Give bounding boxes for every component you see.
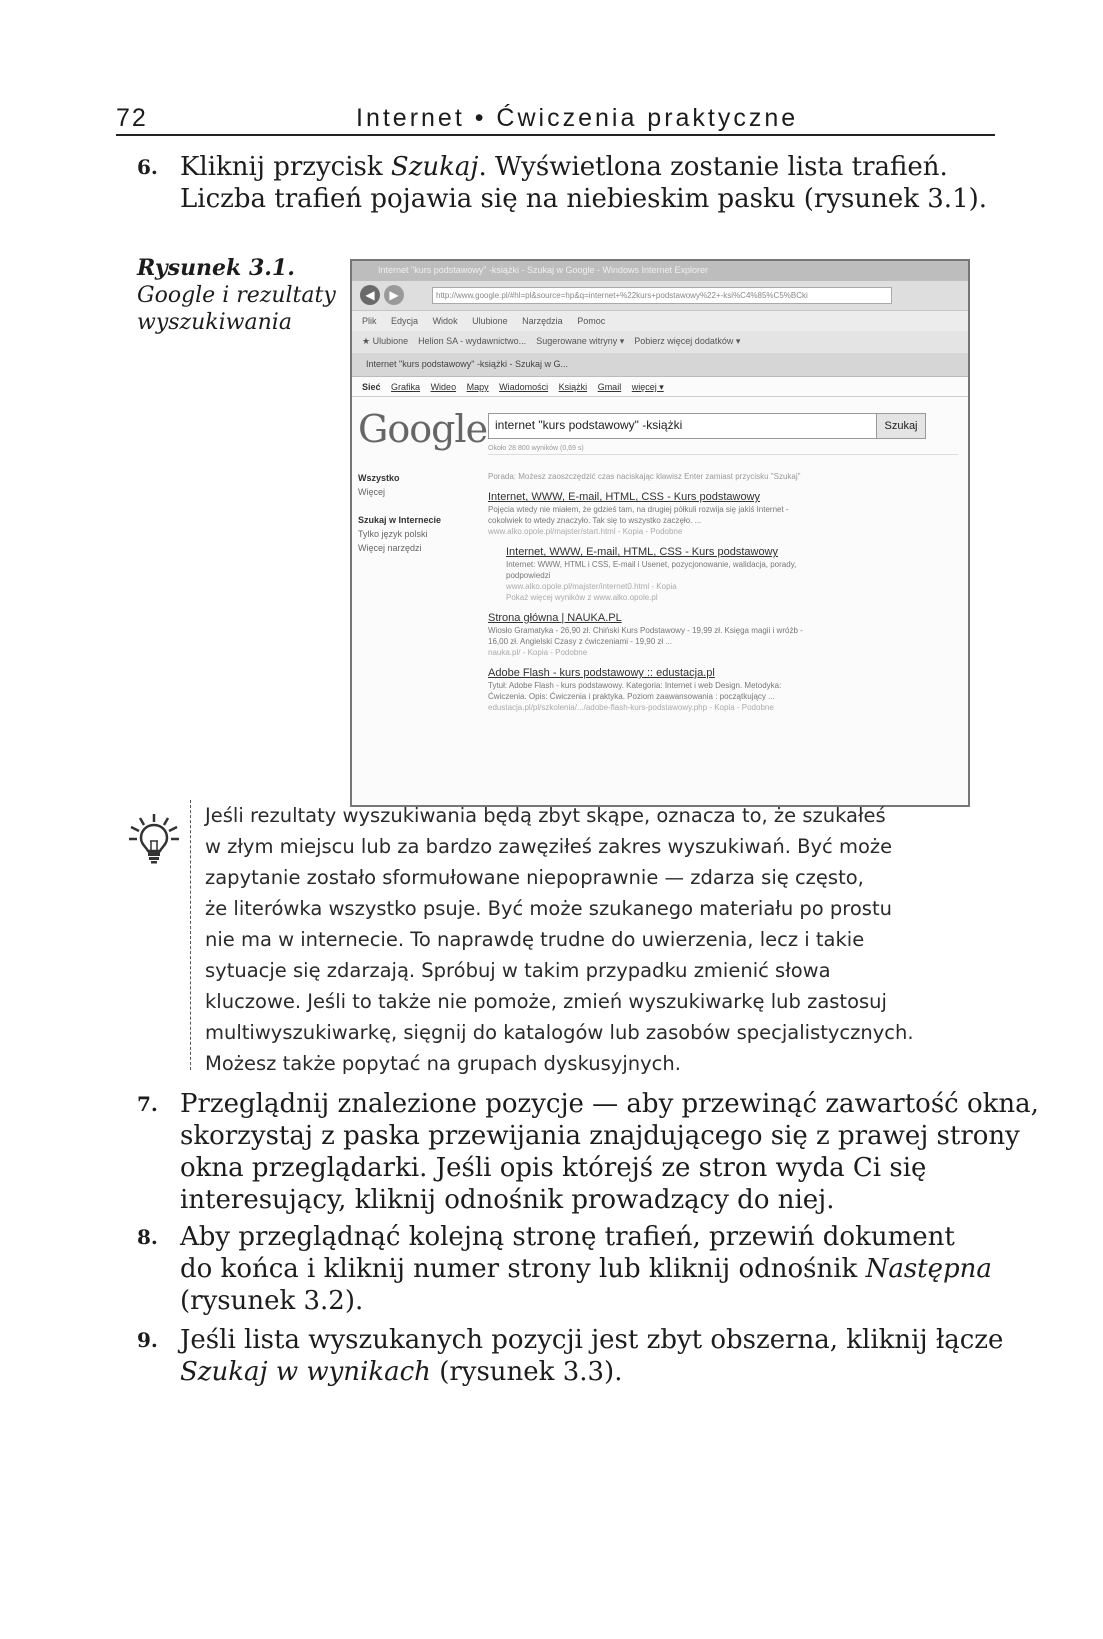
menu-item: Widok xyxy=(432,316,458,326)
back-icon: ◀ xyxy=(360,285,380,305)
sidebar-more: Więcej xyxy=(358,487,386,497)
favorites-item: Ulubione xyxy=(372,336,409,346)
tip-line: Jeśli rezultaty wyszukiwania będą zbyt skąpe, oznacza to, że szukałeś xyxy=(205,804,886,827)
menu-item: Plik xyxy=(362,316,377,326)
tip-line: w złym miejscu lub za bardzo zawęziłeś zakres wyszukiwań. Być może xyxy=(205,835,893,858)
sidebar-polish-only: Tylko język polski xyxy=(358,529,428,539)
step-line: Kliknij przycisk Szukaj. Wyświetlona zostanie lista trafień. xyxy=(180,152,948,182)
result-snippet: Ćwiczenia. Opis: Ćwiczenia i praktyka. Poziom zaawansowania : początkujący ... xyxy=(488,692,775,701)
result-url: edustacja.pl/pl/szkolenia/.../adobe-flash-kurs-podstawowy.php - Kopia - Podobne xyxy=(488,703,774,712)
result-snippet: podpowiedzi xyxy=(506,571,551,580)
menu-item: Narzędzia xyxy=(522,316,563,326)
result-count: Około 28 800 wyników (0,69 s) xyxy=(488,445,958,455)
result-snippet: Pojęcia wtedy nie miałem, że gdzieś tam, na drugiej półkuli rozwija się jakiś Internet - xyxy=(488,505,789,514)
result-snippet: 16,00 zł. Angielski Czasy z ćwiczeniami - 19,90 zł ... xyxy=(488,637,673,646)
star-icon: ★ xyxy=(362,336,371,346)
result-more-link: Pokaż więcej wyników z www.alko.opole.pl xyxy=(506,593,658,602)
url-field: http://www.google.pl/#hl=pl&source=hp&q=internet+%22kurs+podstawowy%22+-ksi%C4%85%C5%BCki xyxy=(432,287,892,304)
step-text xyxy=(180,1088,1039,1216)
search-result xyxy=(488,490,958,537)
lightbulb-icon xyxy=(126,810,182,866)
figure-label: Rysunek 3.1. xyxy=(137,255,295,281)
tip-line: sytuacje się zdarzają. Spróbuj w takim przypadku zmienić słowa xyxy=(205,959,831,982)
step-line: skorzystaj z paska przewijania znajdującego się z prawej strony xyxy=(180,1121,1020,1151)
tip-line: kluczowe. Jeśli to także nie pomoże, zmień wyszukiwarkę lub zastosuj xyxy=(205,990,887,1013)
step-line: Szukaj w wynikach (rysunek 3.3). xyxy=(180,1357,623,1387)
search-result xyxy=(506,545,958,603)
step-number: 8. xyxy=(137,1225,158,1249)
address-bar-row xyxy=(352,281,968,311)
favorites-item: Sugerowane witryny ▾ xyxy=(536,336,625,346)
tip-divider xyxy=(190,800,191,1070)
result-snippet: Internet: WWW, HTML i CSS, E-mail i Usenet, pozycjonowanie, walidacja, porady, xyxy=(506,560,797,569)
menu-item: Pomoc xyxy=(577,316,606,326)
step-text xyxy=(180,1324,1004,1388)
menu-item: Ulubione xyxy=(472,316,508,326)
google-search-button: Szukaj xyxy=(876,413,926,439)
google-nav xyxy=(352,377,968,397)
step-line: okna przeglądarki. Jeśli opis którejś ze stron wyda Ci się xyxy=(180,1153,927,1183)
google-nav-item: Wiadomości xyxy=(499,382,549,392)
result-title: Internet, WWW, E-mail, HTML, CSS - Kurs podstawowy xyxy=(506,546,779,558)
search-tip: Porada: Możesz zaoszczędzić czas naciskając klawisz Enter zamiast przycisku "Szukaj" xyxy=(488,472,801,481)
result-url: www.alko.opole.pl/majster/start.html - Kopia - Podobne xyxy=(488,527,683,536)
running-head xyxy=(116,96,995,136)
tip-line: że literówka wszystko psuje. Być może szukanego materiału po prostu xyxy=(205,897,892,920)
result-title: Strona główna | NAUKA.PL xyxy=(488,612,622,624)
result-title: Adobe Flash - kurs podstawowy :: edustacja.pl xyxy=(488,667,715,679)
step-line: (rysunek 3.2). xyxy=(180,1286,364,1316)
result-title: Internet, WWW, E-mail, HTML, CSS - Kurs podstawowy xyxy=(488,491,761,503)
search-result xyxy=(488,666,958,713)
tip-line: nie ma w internecie. To naprawdę trudne do uwierzenia, lecz i takie xyxy=(205,928,865,951)
header-title: Internet • Ćwiczenia praktyczne xyxy=(356,104,799,132)
google-nav-item: Książki xyxy=(558,382,588,392)
favorites-item: Pobierz więcej dodatków ▾ xyxy=(634,336,741,346)
step-line: Liczba trafień pojawia się na niebieskim pasku (rysunek 3.1). xyxy=(180,184,988,214)
search-results xyxy=(488,471,958,721)
step-number: 7. xyxy=(137,1092,158,1116)
window-title-bar: Internet "kurs podstawowy" -książki - Szukaj w Google - Windows Internet Explorer xyxy=(352,261,968,281)
google-nav-item: więcej ▾ xyxy=(631,382,664,392)
figure-caption-line: Google i rezultaty xyxy=(137,283,336,308)
tip-line: zapytanie zostało sformułowane niepoprawnie — zdarza się często, xyxy=(205,866,864,889)
result-snippet: Tytuł: Adobe Flash - kurs podstawowy. Kategoria: Internet i web Design. Metodyka: xyxy=(488,681,782,690)
step-line: Przeglądnij znalezione pozycje — aby przewinąć zawartość okna, xyxy=(180,1089,1039,1119)
tip-box xyxy=(205,800,995,1079)
step-number: 9. xyxy=(137,1328,158,1352)
google-sidebar xyxy=(358,471,478,555)
google-nav-item: Mapy xyxy=(466,382,489,392)
browser-tab: Internet "kurs podstawowy" -książki - Szukaj w G... xyxy=(366,359,568,369)
google-nav-item: Gmail xyxy=(597,382,622,392)
google-search-input: internet "kurs podstawowy" -książki xyxy=(488,413,878,439)
favorites-bar xyxy=(352,331,968,353)
result-url: www.alko.opole.pl/majster/internet0.html - Kopia xyxy=(506,582,677,591)
step-number: 6. xyxy=(137,155,158,179)
result-url: nauka.pl/ - Kopia - Podobne xyxy=(488,648,588,657)
step-text xyxy=(180,151,1000,215)
menu-item: Edycja xyxy=(391,316,419,326)
menu-bar xyxy=(352,311,968,331)
google-nav-item: Sieć xyxy=(362,382,381,392)
step-line: interesujący, kliknij odnośnik prowadzący do niej. xyxy=(180,1185,835,1215)
step-line: do końca i kliknij numer strony lub kliknij odnośnik Następna xyxy=(180,1254,992,1284)
search-result xyxy=(488,611,958,658)
sidebar-more-tools: Więcej narzędzi xyxy=(358,543,422,553)
sidebar-search-in: Szukaj w Internecie xyxy=(358,515,442,525)
step-line: Jeśli lista wyszukanych pozycji jest zbyt obszerna, kliknij łącze xyxy=(180,1325,1004,1355)
google-nav-item: Grafika xyxy=(391,382,421,392)
page-number: 72 xyxy=(116,104,148,132)
sidebar-all: Wszystko xyxy=(358,473,400,483)
tip-line: multiwyszukiwarkę, sięgnij do katalogów lub zasobów specjalistycznych. xyxy=(205,1021,914,1044)
figure-caption-line: wyszukiwania xyxy=(137,310,292,335)
favorites-item: Helion SA - wydawnictwo... xyxy=(418,336,527,346)
browser-screenshot xyxy=(350,259,970,807)
figure-caption xyxy=(137,255,337,336)
result-snippet: Wiosło Gramatyka - 26,90 zł. Chiński Kurs Podstawowy - 19,99 zł. Księga magii i wróżb - xyxy=(488,626,803,635)
google-logo: Google xyxy=(358,407,488,451)
tab-bar xyxy=(352,353,968,377)
step-text xyxy=(180,1221,1000,1317)
tip-line: Możesz także popytać na grupach dyskusyjnych. xyxy=(205,1052,681,1075)
result-snippet: cokolwiek to wtedy znaczyło. Tak się to wszystko zaczęło. ... xyxy=(488,516,702,525)
forward-icon: ▶ xyxy=(384,285,404,305)
step-line: Aby przeglądnąć kolejną stronę trafień, przewiń dokument xyxy=(180,1222,955,1252)
google-nav-item: Wideo xyxy=(430,382,457,392)
